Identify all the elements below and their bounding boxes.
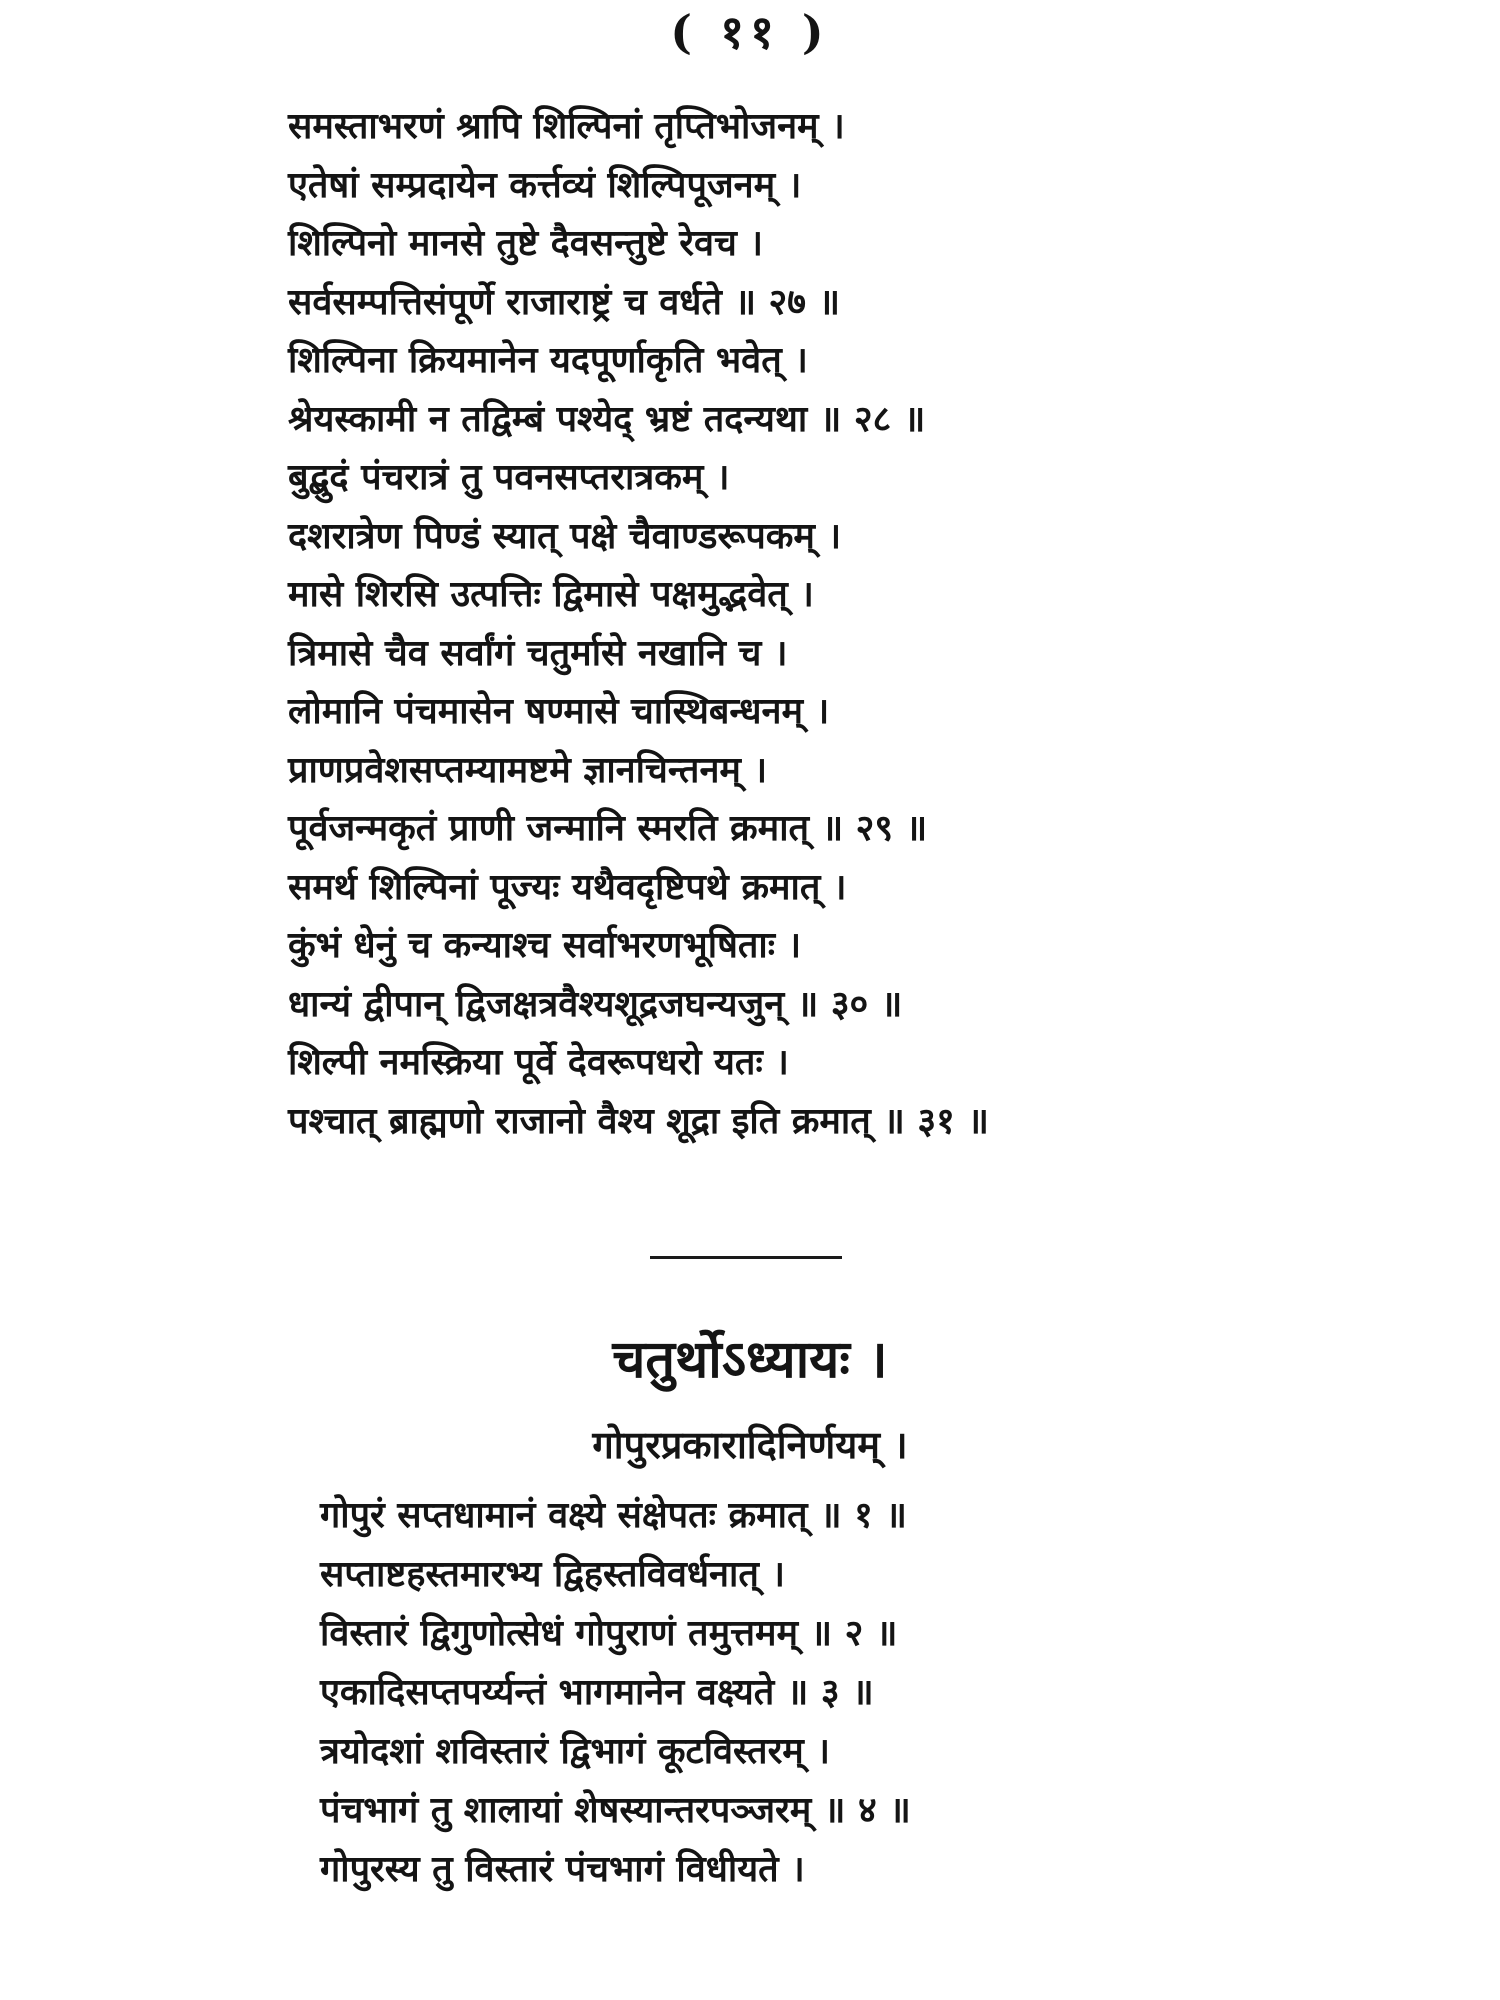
verse-line: शिल्पिनो मानसे तुष्टे दैवसन्तुष्टे रेवच । [288,223,764,264]
verse-line: दशरात्रेण पिण्डं स्यात् पक्षे चैवाण्डरूपकम् । [288,515,842,557]
verse-line: कुंभं धेनुं च कन्याश्च सर्वाभरणभूषिताः । [288,925,802,966]
verse-line: श्रेयस्कामी न तद्विम्बं पश्येद् भ्रष्टं तदन्यथा ॥ २८ ॥ [288,398,926,440]
verse-line: पूर्वजन्मकृतं प्राणी जन्मानि स्मरति क्रमात् ॥ २९ ॥ [288,808,928,849]
chapter-subtitle: गोपुरप्रकारादिनिर्णयम् । [592,1423,908,1467]
verse-line: लोमानि पंचमासेन षण्मासे चास्थिबन्धनम् । [288,691,830,732]
verse-line: एकादिसप्तपर्य्यन्तं भागमानेन वक्ष्यते ॥ ३ ॥ [320,1672,874,1713]
verse-line: सर्वसम्पत्तिसंपूर्णे राजाराष्ट्रं च वर्धते ॥ २७ ॥ [288,281,841,323]
verse-line: शिल्पिना क्रियमानेन यदपूर्णाकृति भवेत् । [288,340,808,381]
verse-line: त्रयोदशां शविस्तारं द्विभागं कूटविस्तरम् । [320,1731,830,1772]
verse-block-chapter-four [320,1486,1420,1899]
section-divider [650,1256,842,1259]
verse-line: समस्ताभरणं श्रापि शिल्पिनां तृप्तिभोजनम् । [288,106,845,147]
verse-line: गोपुरस्य तु विस्तारं पंचभागं विधीयते । [320,1849,805,1890]
verse-line: प्राणप्रवेशसप्तम्यामष्टमे ज्ञानचिन्तनम् । [288,749,768,791]
verse-line: सप्ताष्टहस्तमारभ्य द्विहस्तविवर्धनात् । [320,1554,786,1595]
verse-line: पंचभागं तु शालायां शेषस्यान्तरपञ्जरम् ॥ ४ ॥ [320,1790,911,1831]
verse-line: गोपुरं सप्तधामानं वक्ष्ये संक्षेपतः क्रमात् ॥ १ ॥ [320,1495,907,1536]
verse-line: मासे शिरसि उत्पत्तिः द्विमासे पक्षमुद्भवेत् । [288,574,814,615]
verse-line: पश्चात् ब्राह्मणो राजानो वैश्य शूद्रा इति क्रमात् ॥ ३१ ॥ [288,1100,989,1142]
verse-line: समर्थ शिल्पिनां पूज्यः यथैवदृष्टिपथे क्रमात् । [288,866,847,908]
page-number: ( ११ ) [670,5,830,59]
verse-line: विस्तारं द्विगुणोत्सेधं गोपुराणं तमुत्तमम् ॥ २ ॥ [320,1613,898,1654]
verse-line: त्रिमासे चैव सर्वांगं चतुर्मासे नखानि च । [288,632,788,674]
chapter-title: चतुर्थोऽध्यायः । [612,1330,888,1390]
verse-line: धान्यं द्वीपान् द्विजक्षत्रवैश्यशूद्रजघन्यजुन् ॥ ३० ॥ [288,983,903,1025]
verse-block-chapter-three [288,98,1408,1151]
verse-line: एतेषां सम्प्रदायेन कर्त्तव्यं शिल्पिपूजनम् । [288,164,802,206]
verse-line: बुद्बुदं पंचरात्रं तु पवनसप्तरात्रकम् । [288,457,730,498]
verse-line: शिल्पी नमस्क्रिया पूर्वे देवरूपधरो यतः । [288,1042,789,1083]
